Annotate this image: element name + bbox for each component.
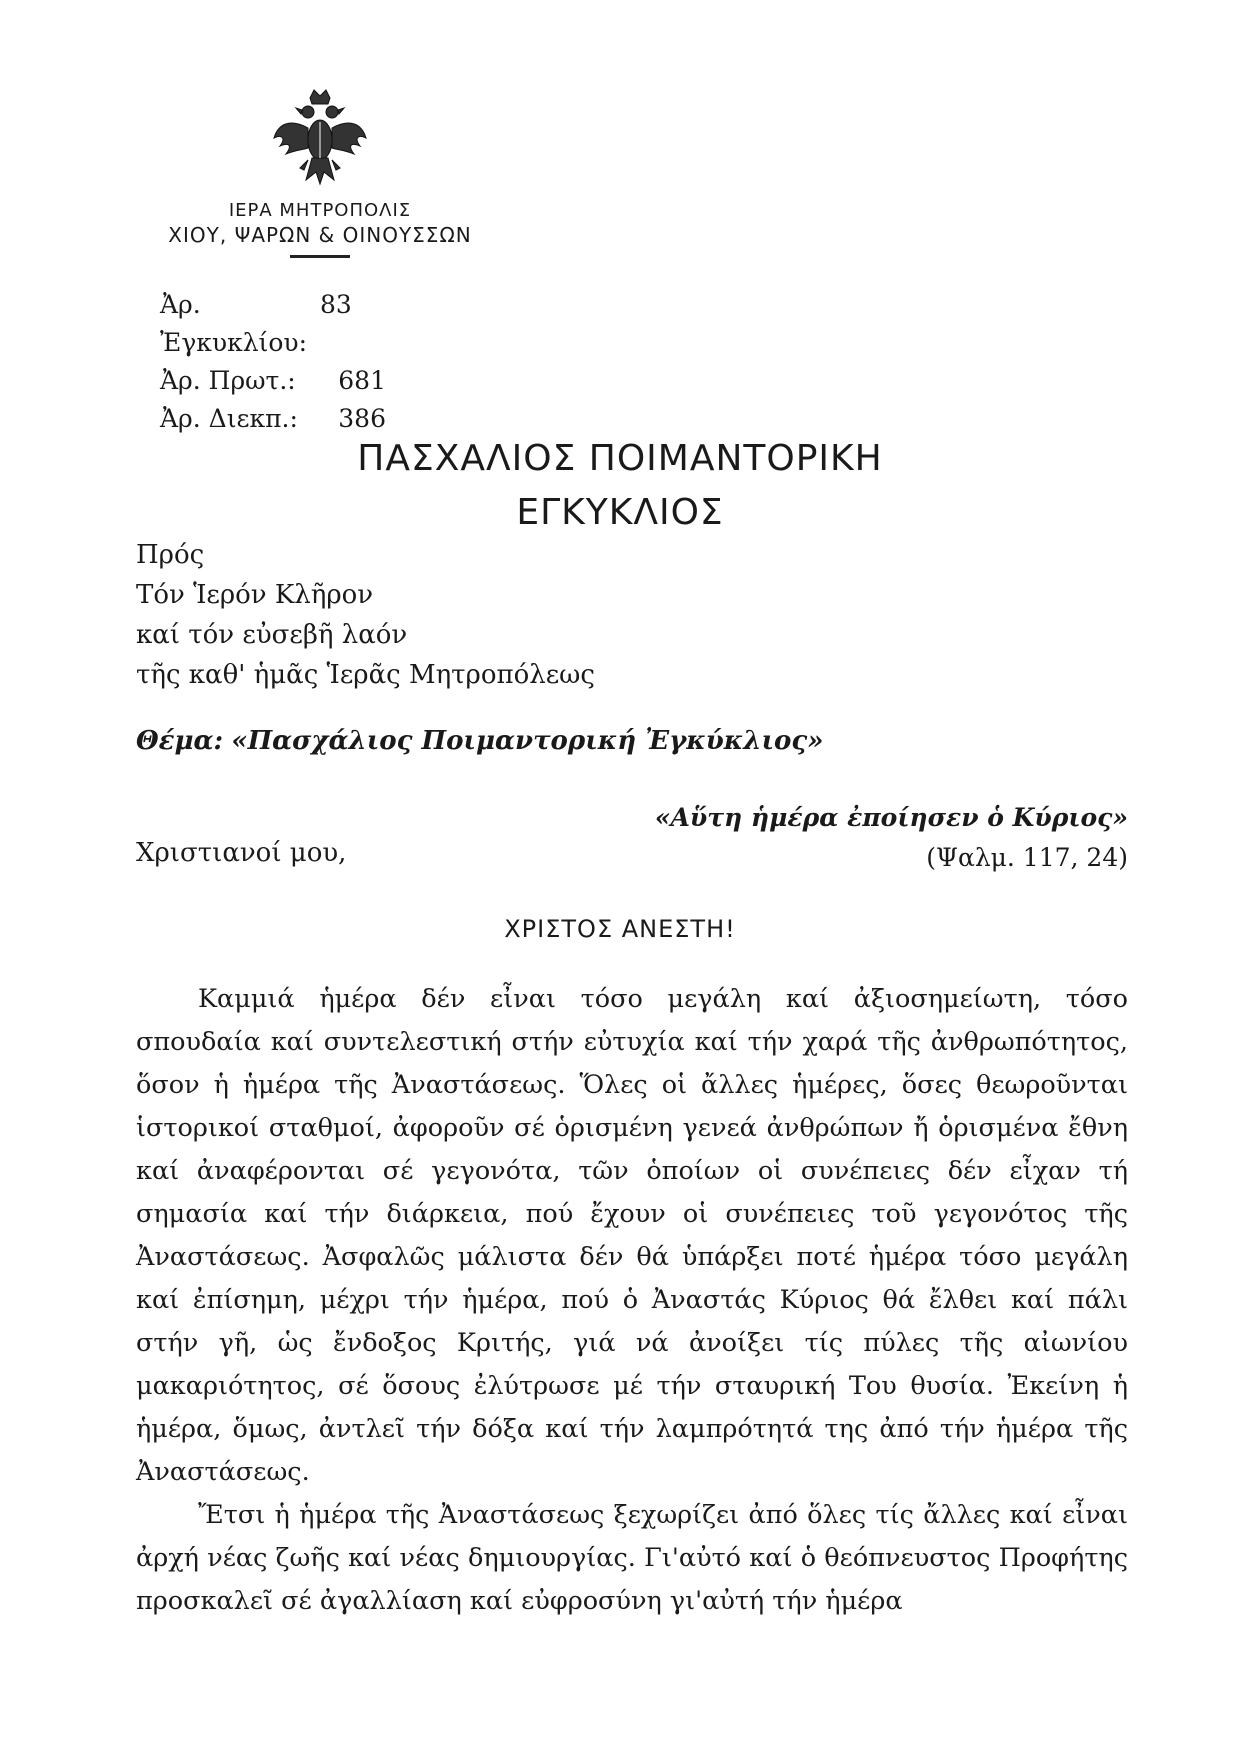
section-heading: ΧΡΙΣΤΟΣ ΑΝΕΣΤΗ! xyxy=(504,915,736,943)
recipient-line: Τόν Ἱερόν Κλῆρον xyxy=(136,580,374,610)
ref-label: Ἀρ. Διεκπ.: xyxy=(160,404,298,433)
title-line2: ΕΓΚΥΚΛΙΟΣ xyxy=(516,492,724,533)
ref-row-circular xyxy=(160,286,386,362)
subject-line xyxy=(136,726,823,756)
letterhead-rule xyxy=(290,255,350,258)
ref-label: Ἀρ. Πρωτ.: xyxy=(160,366,296,395)
reference-numbers xyxy=(160,286,386,438)
subject-value: «Πασχάλιος Ποιμαντορική Ἐγκύκλιος» xyxy=(231,726,824,756)
ref-row-protocol xyxy=(160,362,386,400)
salutation: Χριστιανοί μου, xyxy=(136,838,347,868)
ref-value: 83 xyxy=(320,290,352,319)
ref-value: 681 xyxy=(338,366,386,395)
body-text xyxy=(136,978,1128,1623)
recipient-line: Πρός xyxy=(136,540,205,570)
recipient-line: τῆς καθ' ἡμᾶς Ἱερᾶς Μητροπόλεως xyxy=(136,660,595,690)
title-line1: ΠΑΣΧΑΛΙΟΣ ΠΟΙΜΑΝΤΟΡΙΚΗ xyxy=(357,438,883,479)
ref-value: 386 xyxy=(338,404,386,433)
letterhead xyxy=(160,88,480,258)
epigraph-quote: «Αὕτη ἡμέρα ἐποίησεν ὁ Κύριος» xyxy=(654,803,1128,832)
epigraph xyxy=(655,798,1128,878)
double-headed-eagle-icon xyxy=(270,88,370,194)
subject-label: Θέμα: xyxy=(136,726,224,756)
ref-label: Ἀρ. Ἐγκυκλίου: xyxy=(160,290,308,357)
paragraph: Καμμιά ἡμέρα δέν εἶναι τόσο μεγάλη καί ἀξιοσημείωτη, τόσο σπουδαία καί συντελεστική στήν εὐτυχία καί τήν χαρά τῆς ἀνθρωπότητος, ὅσον ἡ ἡμέρα τῆς Ἀναστάσεως. Ὅλες οἱ ἄλλες ἡμέρες, ὅσες θεωροῦνται ἱστορικοί σταθμοί, ἀφοροῦν σέ ὁρισμένη γενεά ἀνθρώπων ἤ ὁρισμένα ἔθνη καί ἀναφέρονται σέ γεγονότα, τῶν ὁποίων οἱ συνέπειες δέν εἶχαν τή σημασία καί τήν διάρκεια, πού ἔχουν οἱ συνέπειες τοῦ γεγονότος τῆς Ἀναστάσεως. Ἀσφαλῶς μάλιστα δέν θά ὑπάρξει ποτέ ἡμέρα τόσο μεγάλη καί ἐπίσημη, μέχρι τήν ἡμέρα, πού ὁ Ἀναστάς Κύριος θά ἔλθει καί πάλι στήν γῆ, ὡς ἔνδοξος Κριτής, γιά νά ἀνοίξει τίς πύλες τῆς αἰωνίου μακαριότητος, σέ ὅσους ἐλύτρωσε μέ τήν σταυρική Του θυσία. Ἐκείνη ἡ ἡμέρα, ὅμως, ἀντλεῖ τήν δόξα καί τήν λαμπρότητά της ἀπό τήν ἡμέρα τῆς Ἀναστάσεως. xyxy=(136,984,1128,1487)
paragraph: Ἔτσι ἡ ἡμέρα τῆς Ἀναστάσεως ξεχωρίζει ἀπό ὅλες τίς ἄλλες καί εἶναι ἀρχή νέας ζωῆς καί νέας δημιουργίας. Γι'αὐτό καί ὁ θεόπνευστος Προφήτης προσκαλεῖ σέ ἀγαλλίαση καί εὐφροσύνη γι'αὐτή τήν ἡμέρα xyxy=(136,1500,1128,1616)
recipients xyxy=(136,535,595,695)
document-title xyxy=(300,432,940,540)
epigraph-source: (Ψαλμ. 117, 24) xyxy=(926,843,1128,872)
letterhead-line1: ΙΕΡΑ ΜΗΤΡΟΠΟΛΙΣ xyxy=(228,200,412,221)
recipient-line: καί τόν εὐσεβῆ λαόν xyxy=(136,620,408,650)
letterhead-line2: ΧΙΟΥ, ΨΑΡΩΝ & ΟΙΝΟΥΣΣΩΝ xyxy=(168,223,472,247)
